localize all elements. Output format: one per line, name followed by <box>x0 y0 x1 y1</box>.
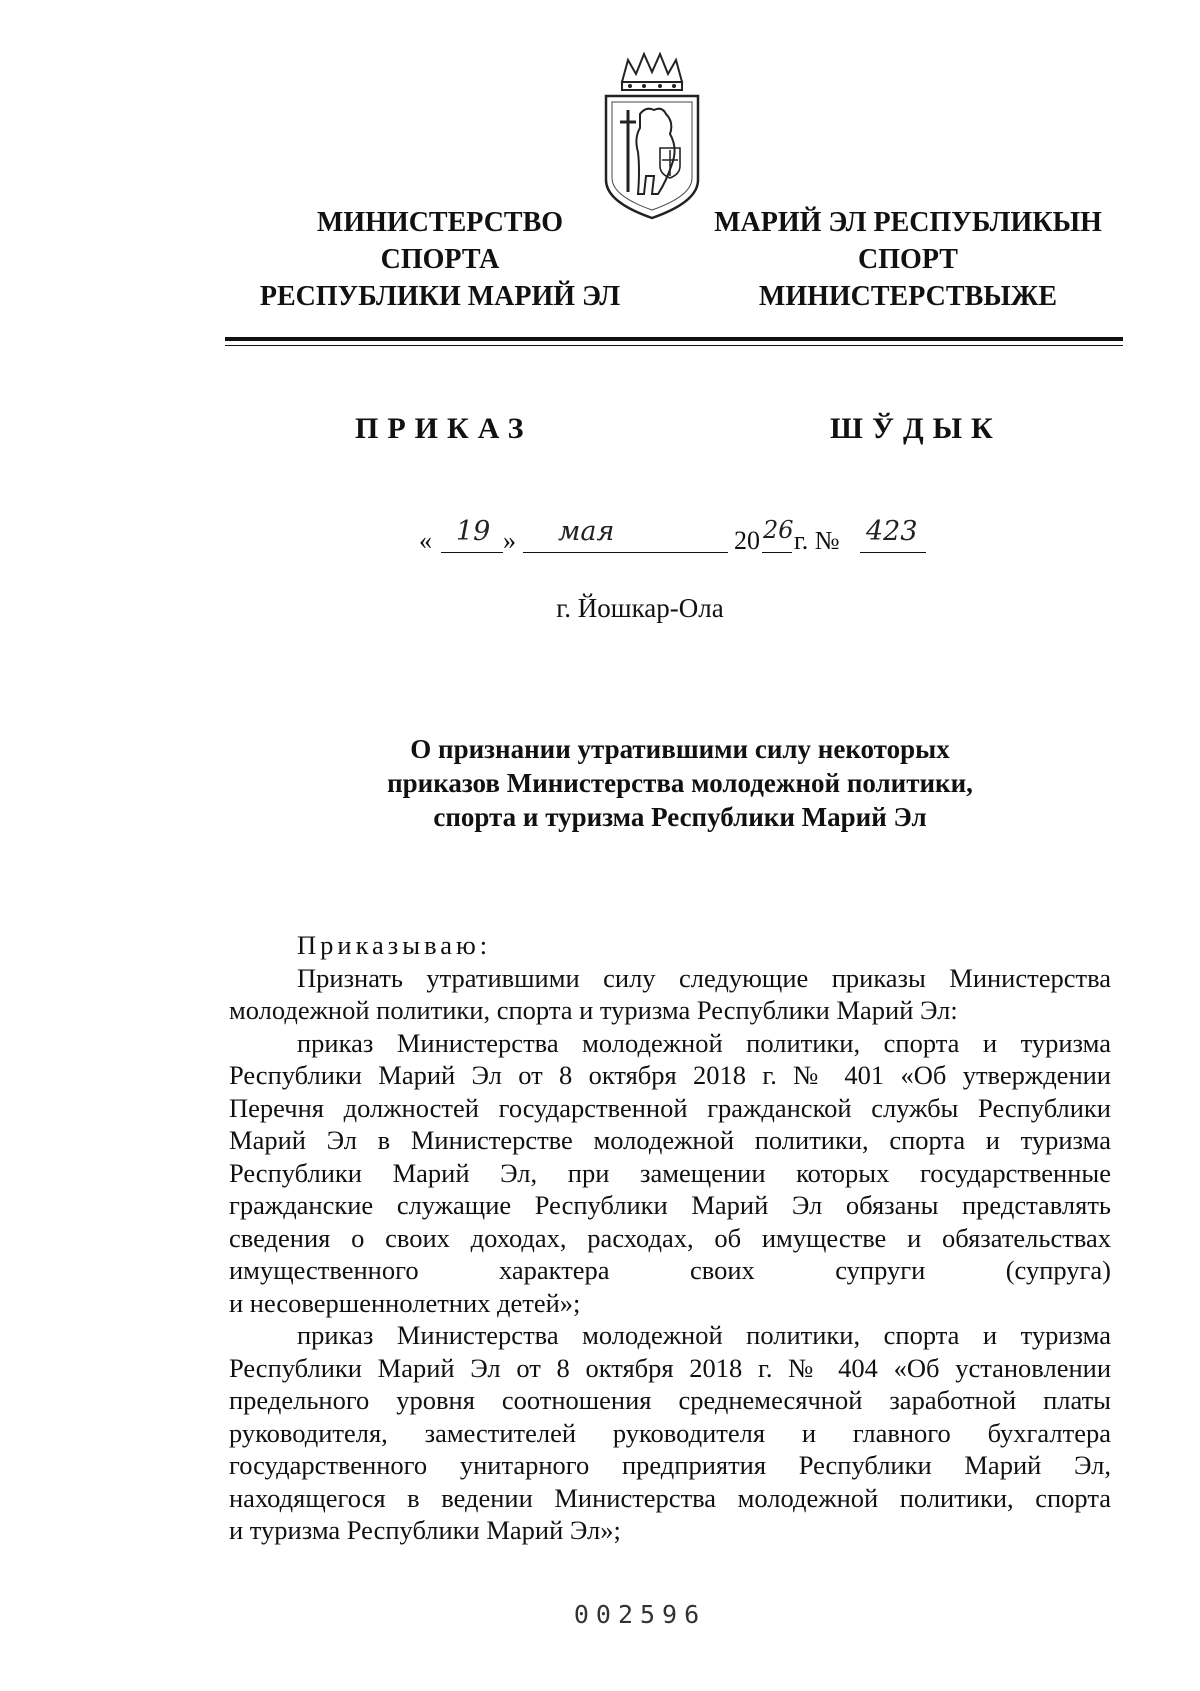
text-line: Республики Марий Эл от 8 октября 2018 г. № 401 «Об утверждении <box>229 1060 1111 1090</box>
text-line: сведения о своих доходах, расходах, об имуществе и обязательствах <box>229 1222 1111 1253</box>
header-line: РЕСПУБЛИКИ МАРИЙ ЭЛ <box>259 281 621 312</box>
text-line: находящегося в ведении Министерства молодежной политики, спорта <box>229 1482 1111 1513</box>
text-line: молодежной политики, спорта и туризма Республики Марий Эл: <box>229 995 958 1025</box>
text-line: Перечня должностей государственной гражданской службы Республики <box>229 1092 1111 1123</box>
date-number-line <box>0 516 1200 562</box>
header-line: МИНИСТЕРСТВО <box>316 207 564 238</box>
body-paragraph-3 <box>229 1319 1111 1547</box>
text-line: руководителя, заместителей руководителя и главного бухгалтера <box>229 1417 1111 1448</box>
open-quote: « <box>419 526 432 555</box>
year-suffix: 26 <box>763 516 794 544</box>
header-line: МАРИЙ ЭЛ РЕСПУБЛИКЫН <box>714 207 1102 238</box>
doc-type-mari: ШЎДЫК <box>830 412 1002 445</box>
text-line: гражданские служащие Республики Марий Эл обязаны представлять <box>229 1190 1111 1220</box>
city-name: г. Йошкар-Ола <box>556 593 724 623</box>
text-line: Марий Эл в Министерстве молодежной политики, спорта и туризма <box>229 1125 1111 1155</box>
text-line: и несовершеннолетних детей»; <box>229 1287 581 1318</box>
ministry-header-mari <box>688 204 1128 315</box>
serial-number: 002596 <box>573 1600 707 1629</box>
order-word: Приказываю: <box>297 930 492 960</box>
title-line: О признании утратившими силу некоторых <box>410 734 950 764</box>
text-line: государственного унитарного предприятия Республики Марий Эл, <box>229 1450 1111 1480</box>
year-prefix: 20 <box>734 526 760 555</box>
close-quote: » <box>503 526 516 555</box>
header-line: СПОРТ <box>858 244 958 275</box>
date-month: мая <box>558 516 615 547</box>
order-number: 423 <box>866 516 918 547</box>
date-month-blank <box>523 522 728 553</box>
header-divider-thin <box>225 345 1123 346</box>
text-line: предельного уровня соотношения среднемесячной заработной платы <box>229 1385 1111 1415</box>
text-line: Республики Марий Эл, при замещении которых государственные <box>229 1157 1111 1188</box>
title-line: спорта и туризма Республики Марий Эл <box>433 802 927 832</box>
text-line: имущественного характера своих супруги (супруга) <box>229 1255 1111 1285</box>
doc-type-russian: ПРИКАЗ <box>355 412 533 445</box>
ministry-header-russian <box>220 204 660 315</box>
document-body <box>229 929 1111 1547</box>
year-and-number-mark: г. № <box>794 526 840 555</box>
header-line: МИНИСТЕРСТВЫЖЕ <box>758 281 1058 312</box>
body-paragraph-2 <box>229 1027 1111 1320</box>
coat-of-arms-emblem <box>600 52 704 222</box>
title-line: приказов Министерства молодежной политики, <box>387 768 973 798</box>
header-line: СПОРТА <box>380 244 500 275</box>
document-title <box>300 732 1060 834</box>
text-line: приказ Министерства молодежной политики, спорта и туризма <box>297 1027 1111 1058</box>
header-divider-thick <box>225 337 1123 341</box>
text-line: Республики Марий Эл от 8 октября 2018 г. № 404 «Об установлении <box>229 1352 1111 1383</box>
text-line: приказ Министерства молодежной политики, спорта и туризма <box>297 1320 1111 1350</box>
date-day: 19 <box>456 516 491 547</box>
text-line: и туризма Республики Марий Эл»; <box>229 1515 621 1545</box>
body-paragraph-1 <box>229 962 1111 1027</box>
text-line: Признать утратившими силу следующие приказы Министерства <box>297 962 1111 993</box>
